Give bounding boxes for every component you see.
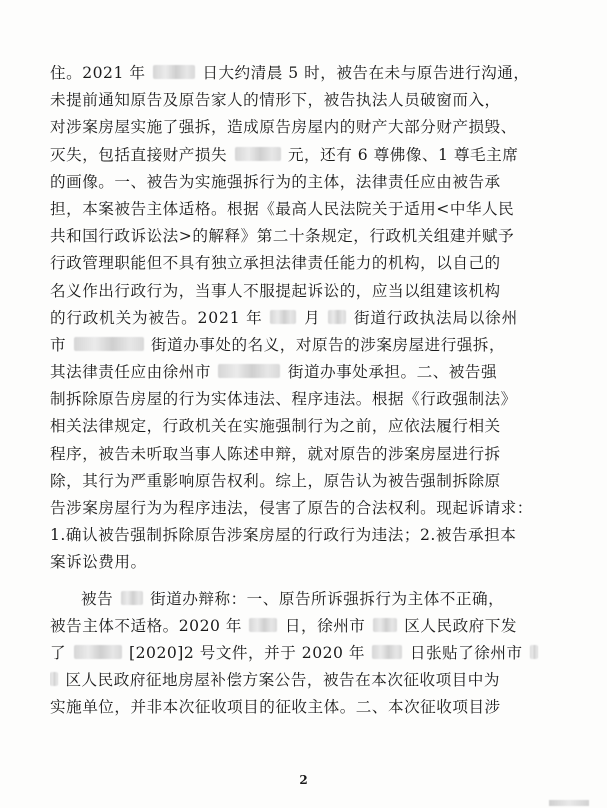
- redaction-mark: [153, 65, 195, 79]
- text-fragment: [2020]2 号文件，并于 2020 年: [123, 643, 371, 662]
- text-line: [50, 613, 560, 640]
- text-fragment: 日，徐州市: [279, 616, 371, 635]
- scan-artifact: [549, 800, 589, 806]
- text-fragment: 的行政机关为被告。2021 年: [50, 308, 269, 327]
- redaction-mark: [328, 310, 346, 324]
- text-line: [50, 332, 560, 359]
- text-fragment: 被告主体不适格。2020 年: [50, 616, 248, 635]
- text-line: 案诉讼费用。: [50, 553, 147, 572]
- redaction-mark: [270, 310, 296, 324]
- text-line: 实施单位，并非本次征收项目的征收主体。二、本次征收项目涉: [50, 698, 501, 717]
- text-line: [50, 142, 560, 169]
- text-fragment: 被告: [81, 589, 119, 608]
- text-line: [50, 640, 560, 667]
- redaction-mark: [74, 337, 144, 351]
- text-fragment: 月: [298, 308, 327, 327]
- text-fragment: 区人民政府下发: [398, 616, 517, 635]
- text-line: 名义作出行政行为，当事人不服提起诉讼的，应当以组建该机构: [50, 281, 501, 300]
- text-line: 程序，被告未听取当事人陈述申辩，就对原告的涉案房屋进行拆: [50, 444, 501, 463]
- text-fragment: 其法律责任应由徐州市: [50, 363, 217, 382]
- text-line: 担，本案被告主体适格。根据《最高人民法院关于适用<中华人民: [50, 199, 515, 218]
- text-fragment: 市: [50, 335, 72, 354]
- text-line: 相关法律规定，行政机关在实施强制行为之前，应依法履行相关: [50, 417, 501, 436]
- text-fragment: 街道行政执法局以徐州: [348, 308, 518, 327]
- text-line: 制拆除原告房屋的行为实体违法、程序违法。根据《行政强制法》: [50, 390, 517, 409]
- redaction-mark: [121, 591, 143, 605]
- redaction-mark: [249, 618, 277, 632]
- text-line: 除，其行为严重影响原告权利。综上，原告认为被告强制拆除原: [50, 471, 501, 490]
- redaction-mark: [74, 645, 122, 659]
- text-line: 1.确认被告强制拆除原告涉案房屋的行政行为违法；2.被告承担本: [50, 526, 517, 545]
- redaction-mark: [373, 618, 397, 632]
- text-fragment: 街道办事处承担。二、被告强: [282, 363, 498, 382]
- text-line: 未提前通知原告及原告家人的情形下，被告执法人员破窗而入，: [50, 91, 501, 110]
- text-fragment: 日大约清晨 5 时，被告在未与原告进行沟通，: [196, 64, 530, 82]
- text-line: 共和国行政诉讼法>的解释》第二十条规定，行政机关组建并赋予: [50, 227, 515, 246]
- text-fragment: 了: [50, 643, 72, 662]
- text-line: 告涉案房屋行为为程序违法，侵害了原告的合法权利。现起诉请求：: [50, 499, 533, 517]
- redaction-mark: [235, 147, 281, 161]
- text-fragment: 街道办事处的名义，对原告的涉案房屋进行强拆，: [145, 335, 506, 354]
- text-line: 的画像。一、被告为实施强拆行为的主体，法律责任应由被告承: [50, 172, 501, 191]
- redaction-mark: [218, 364, 280, 378]
- text-fragment: 区人民政府征地房屋补偿方案公告，被告在本次征收项目中为: [60, 671, 500, 690]
- text-line: 对涉案房屋实施了强拆，造成原告房屋内的财产大部分财产损毁、: [50, 118, 517, 137]
- text-fragment: 元，还有 6 尊佛像、1 尊毛主席: [282, 145, 519, 164]
- text-fragment: 街道办辩称：一、原告所诉强拆行为主体不正确，: [144, 589, 505, 608]
- text-fragment: 住。2021 年: [50, 64, 151, 82]
- redaction-mark: [372, 645, 402, 659]
- text-line: 行政管理职能但不具有独立承担法律责任能力的机构，以自己的: [50, 254, 501, 273]
- document-body: [50, 60, 560, 722]
- text-line: [50, 586, 560, 613]
- text-line: [50, 667, 560, 694]
- text-line: [50, 359, 560, 386]
- text-fragment: 灭失，包括直接财产损失: [50, 145, 233, 164]
- text-line: [50, 60, 560, 87]
- redaction-mark: [50, 672, 58, 686]
- text-line: [50, 305, 560, 332]
- page-number: 2: [299, 773, 308, 787]
- text-fragment: 日张贴了徐州市: [404, 643, 529, 662]
- redaction-mark: [530, 645, 538, 659]
